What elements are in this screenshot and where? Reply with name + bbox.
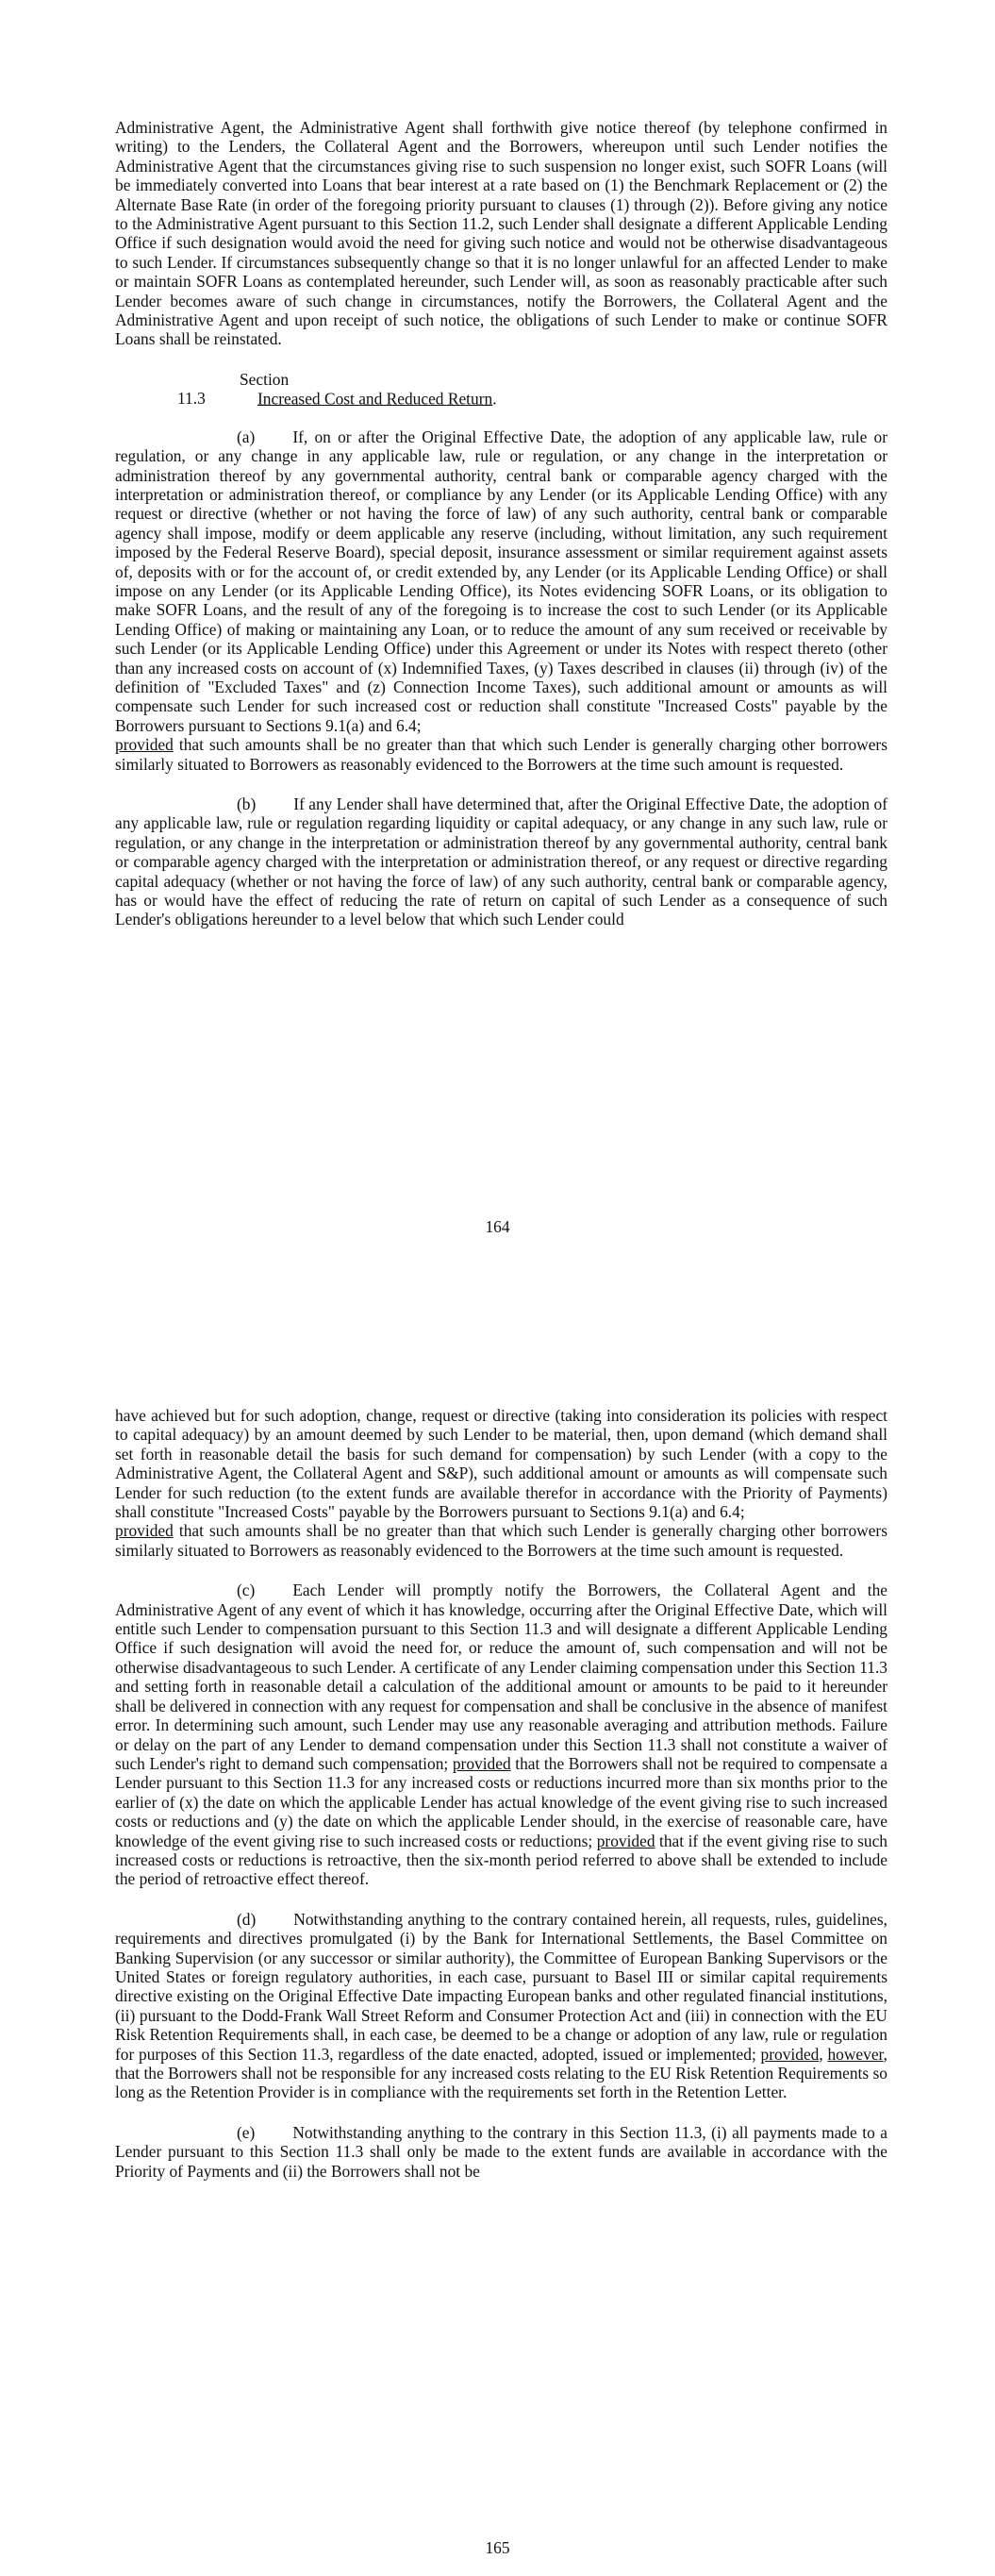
document-page-165 bbox=[0, 1406, 995, 2576]
section-title-period: . bbox=[492, 389, 497, 409]
section-heading bbox=[115, 370, 887, 409]
paragraph-b-text: If any Lender shall have determined that, after the Original Effective Date, the adoption of any applicable law, rule or regulation regarding liquidity or capital adequacy, or any change in any such law, rule or regulation, or any change in the interpretation or administration thereof by any governmental authority, central bank or comparable agency charged with the interpretation or administration thereof, or any request or directive regarding capital adequacy (whether or not having the force of law) of any such authority, central bank or comparable agency, has or would have the effect of reducing the rate of return on capital of such Lender as a consequence of such Lender's obligations hereunder to a level below that which such Lender could bbox=[115, 795, 887, 929]
provided-term: provided bbox=[596, 1831, 655, 1850]
paragraph-e bbox=[115, 2123, 887, 2181]
however-term: however bbox=[827, 2044, 884, 2064]
paragraph-d: (d) Notwithstanding anything to the contrary contained herein, all requests, rules, guidelines, requirements and directives promulgated (i) by the Bank for International Settlements, the Basel Committee on Banking Supervision (or any successor or similar authority), the Committee of European Banking Supervisors or the United States or foreign regulatory authorities, in each case, pursuant to Basel III or similar capital requirements directive existing on the Original Effective Date impacting European banks and other regulated financial institutions, (ii) pursuant to the Dodd-Frank Wall Street Reform and Consumer Protection Act and (iii) in connection with the EU Risk Retention Requirements shall, in each case, be deemed to be a change or adoption of any law, rule or regulation for purposes of this Section 11.3, regardless of the date enacted, adopted, issued or implemented; provided, however, that the Borrowers shall not be responsible for any increased costs relating to the EU Risk Retention Requirements so long as the Retention Provider is in compliance with the requirements set forth in the Retention Letter. bbox=[115, 1909, 887, 2102]
paragraph-c: (c) Each Lender will promptly notify the Borrowers, the Collateral Agent and the Administrative Agent of any event of which it has knowledge, occurring after the Original Effective Date, which will entitle such Lender to compensation pursuant to this Section 11.3 and will designate a different Applicable Lending Office if such designation will avoid the need for, or reduce the amount of, such compensation and will not be otherwise disadvantageous to such Lender. A certificate of any Lender claiming compensation under this Section 11.3 and setting forth in reasonable detail a calculation of the additional amount or amounts to be paid to it hereunder shall be delivered in connection with any request for compensation and shall be conclusive in the absence of manifest error. In determining such amount, such Lender may use any reasonable averaging and attribution methods. Failure or delay on the part of any Lender to demand compensation under this Section 11.3 shall not constitute a waiver of such Lender's right to demand such compensation; provided that the Borrowers shall not be required to compensate a Lender pursuant to this Section 11.3 for any increased costs or reductions incurred more than six months prior to the earlier of (x) the date on which the applicable Lender has actual knowledge of the event giving rise to such increased costs or reductions and (y) the date on which the applicable Lender should, in the exercise of reasonable care, have knowledge of the event giving rise to such increased costs or reductions; provided that if the event giving rise to such increased costs or reductions is retroactive, then the six-month period referred to above shall be extended to include the period of retroactive effect thereof. bbox=[115, 1581, 887, 1889]
paragraph-a-text: If, on or after the Original Effective Date, the adoption of any applicable law, rule or regulation, or any change in any applicable law, rule or regulation, or any change in the interpretation or administration thereof by any governmental authority, central bank or comparable agency charged with the interpretation or administration thereof, or compliance by any Lender (or its Applicable Lending Office) with any request or directive (whether or not having the force of law) of any such authority, central bank or comparable agency shall impose, modify or deem applicable any reserve (including, without limitation, any such requirement imposed by the Federal Reserve Board), special deposit, insurance assessment or similar requirement against assets of, deposits with or for the account of, or credit extended by, any Lender (or its Applicable Lending Office) or shall impose on any Lender (or its Applicable Lending Office), its Notes evidencing SOFR Loans, or its obligation to make SOFR Loans, and the result of any of the foregoing is to increase the cost to such Lender (or its Applicable Lending Office) of making or maintaining any Loan, or to reduce the amount of any sum received or receivable by such Lender (or its Applicable Lending Office) under this Agreement or under its Notes with respect thereto (other than any increased costs on account of (x) Indemnified Taxes, (y) Taxes described in clauses (ii) through (iv) of the definition of "Excluded Taxes" and (z) Connection Income Taxes), such additional amount or amounts as will compensate such Lender for such increased cost or reduction shall constitute "Increased Costs" payable by the Borrowers pursuant to Sections 9.1(a) and 6.4; bbox=[115, 427, 887, 735]
paragraph-c-label: (c) bbox=[237, 1581, 256, 1600]
paragraph-a bbox=[115, 427, 887, 774]
document-page-164 bbox=[0, 0, 995, 1269]
paragraph-d-text: Notwithstanding anything to the contrary contained herein, all requests, rules, guidelines, requirements and directives promulgated (i) by the Bank for International Settlements, the Basel Committee on Banking Supervision (or any successor or similar authority), the Committee of European Banking Supervisors or the United States or foreign regulatory authorities, in each case, pursuant to Basel III or similar capital requirements directive existing on the Original Effective Date impacting European banks and other regulated financial institutions, (ii) pursuant to the Dodd-Frank Wall Street Reform and Consumer Protection Act and (iii) in connection with the EU Risk Retention Requirements shall, in each case, be deemed to be a change or adoption of any law, rule or regulation for purposes of this Section 11.3, regardless of the date enacted, adopted, issued or implemented; bbox=[115, 1909, 887, 2064]
provided-term: provided bbox=[115, 1521, 174, 1541]
paragraph-a-label: (a) bbox=[237, 427, 256, 446]
page-number: 164 bbox=[485, 1217, 510, 1236]
paragraph-c-text: Each Lender will promptly notify the Borrowers, the Collateral Agent and the Administrative Agent of any event of which it has knowledge, occurring after the Original Effective Date, which will entitle such Lender to compensation pursuant to this Section 11.3 and will designate a different Applicable Lending Office if such designation will avoid the need for, or reduce the amount of, such compensation and will not be otherwise disadvantageous to such Lender. A certificate of any Lender claiming compensation under this Section 11.3 and setting forth in reasonable detail a calculation of the additional amount or amounts to be paid to it hereunder shall be delivered in connection with any request for compensation and shall be conclusive in the absence of manifest error. In determining such amount, such Lender may use any reasonable averaging and attribution methods. Failure or delay on the part of any Lender to demand compensation under this Section 11.3 shall not constitute a waiver of such Lender's right to demand such compensation; bbox=[115, 1581, 887, 1773]
paragraph-b bbox=[115, 795, 887, 929]
continuation-paragraph: have achieved but for such adoption, change, request or directive (taking into consideration its policies with respect to capital adequacy) by an amount deemed by such Lender to be material, then, upon demand (which demand shall set forth in reasonable detail the basis for such demand for compensation) by such Lender (with a copy to the Administrative Agent, the Collateral Agent and S&P), such additional amount or amounts as will compensate such Lender for such reduction (to the extent funds are available therefor in accordance with the Priority of Payments) shall constitute "Increased Costs" payable by the Borrowers pursuant to Sections 9.1(a) and 6.4; provided that such amounts shall be no greater than that which such Lender is generally charging other borrowers similarly situated to Borrowers as reasonably evidenced to the Borrowers at the time such amount is requested. bbox=[115, 1406, 887, 1560]
paragraph-b-label: (b) bbox=[237, 795, 257, 813]
paragraph-e-text: Notwithstanding anything to the contrary in this Section 11.3, (i) all payments made to a Lender pursuant to this Section 11.3 shall only be made to the extent funds are available in accordance with the Priority of Payments and (ii) the Borrowers shall not be bbox=[115, 2122, 887, 2181]
paragraph-a-text-cont: that such amounts shall be no greater than that which such Lender is generally charging other borrowers similarly situated to Borrowers as reasonably evidenced to the Borrowers at the time such amount is requested. bbox=[115, 735, 887, 774]
paragraph-e-label: (e) bbox=[237, 2122, 256, 2142]
page-number: 165 bbox=[485, 2538, 510, 2557]
continuation-paragraph: Administrative Agent, the Administrative Agent shall forthwith give notice thereof (by telephone confirmed in writing) to the Lenders, the Collateral Agent and the Borrowers, whereupon until such Lender notifies the Administrative Agent that the circumstances giving rise to such suspension no longer exist, such SOFR Loans (will be immediately converted into Loans that bear interest at a rate based on (1) the Benchmark Replacement or (2) the Alternate Base Rate (in order of the foregoing priority pursuant to clauses (1) through (2)). Before giving any notice to the Administrative Agent pursuant to this Section 11.2, such Lender shall designate a different Applicable Lending Office if such designation would avoid the need for giving such notice and would not be otherwise disadvantageous to such Lender. If circumstances subsequently change so that it is no longer unlawful for an affected Lender to make or maintain SOFR Loans as contemplated hereunder, such Lender will, as soon as reasonably practicable after such Lender becomes aware of such change in circumstances, notify the Borrowers, the Collateral Agent and the Administrative Agent and upon receipt of such notice, the obligations of such Lender to make or continue SOFR Loans shall be reinstated. bbox=[115, 118, 887, 349]
paragraph-d-label: (d) bbox=[237, 1909, 257, 1929]
provided-term: provided bbox=[115, 735, 174, 755]
section-title: Increased Cost and Reduced Return bbox=[257, 389, 493, 409]
provided-term: provided bbox=[760, 2044, 820, 2064]
page-165-body bbox=[115, 1406, 887, 2201]
page-164-body bbox=[115, 118, 887, 950]
provided-term: provided bbox=[452, 1753, 511, 1773]
section-number: Section 11.3 bbox=[177, 369, 290, 409]
